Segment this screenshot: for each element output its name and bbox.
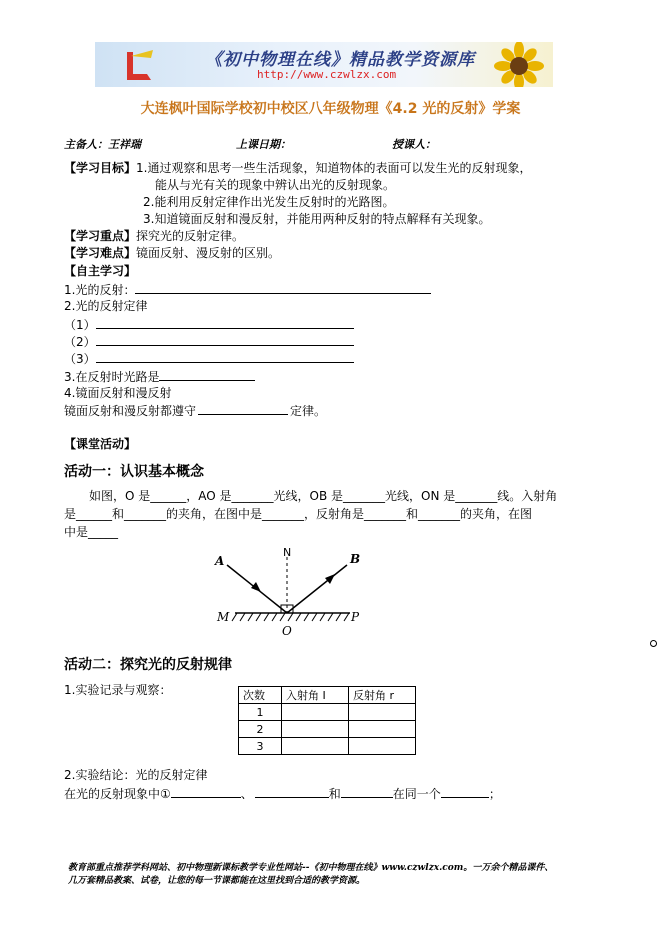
table-header-row [239, 687, 416, 704]
table-header: 入射角 I [282, 687, 349, 704]
answer-blank-3[interactable] [96, 334, 354, 346]
answer-blank-5[interactable] [159, 369, 255, 381]
sub-question-3: （3） [64, 352, 96, 366]
table-row [239, 721, 416, 738]
table-cell: 3 [239, 738, 282, 755]
activity-1-title: 活动一：认识基本概念 [64, 464, 204, 480]
margin-mark [650, 640, 657, 647]
conclusion-text-4: 在同一个 [392, 787, 441, 801]
reflected-arrow-icon [325, 574, 335, 584]
answer-blank-6[interactable] [198, 403, 288, 415]
record-heading: 1.实验记录与观察： [64, 683, 172, 697]
label-b: B [350, 552, 361, 566]
goals-label: 【学习目标】 [64, 161, 137, 175]
table-cell: 1 [239, 704, 282, 721]
label-m: M [217, 610, 230, 624]
activity-1-line-2: 是______和_______的夹角，在图中是_______，反射角是_______和_______的夹角，在图 [64, 507, 533, 521]
date-field: 上课日期： [236, 138, 291, 151]
question-5: 镜面反射和漫反射都遵守 [64, 404, 197, 418]
table-row [239, 738, 416, 755]
teacher-field: 授课人： [392, 138, 436, 151]
difficulty-label: 【学习难点】 [64, 246, 137, 260]
table-cell[interactable] [349, 738, 416, 755]
sub-question-1: （1） [64, 318, 96, 332]
key-point-label: 【学习重点】 [64, 229, 137, 243]
question-3: 3.在反射时光路是 [64, 370, 160, 384]
activity-2-title: 活动二：探究光的反射规律 [64, 657, 232, 673]
goal-2: 2.能利用反射定律作出光发生反射时的光路图。 [143, 195, 395, 209]
answer-blank-4[interactable] [96, 351, 354, 363]
table-cell[interactable] [282, 704, 349, 721]
document-title: 大连枫叶国际学校初中校区八年级物理《4.2 光的反射》学案 [140, 101, 521, 117]
label-a: A [215, 554, 225, 568]
conclusion-blank-3[interactable] [341, 786, 393, 798]
table-row [239, 704, 416, 721]
experiment-table [238, 686, 416, 755]
conclusion-blank-4[interactable] [441, 786, 489, 798]
mirror-hatching [232, 613, 349, 621]
question-4: 4.镜面反射和漫反射 [64, 386, 172, 400]
table-cell[interactable] [349, 704, 416, 721]
self-study-label: 【自主学习】 [64, 264, 137, 278]
footer-line-1: 教育部重点推荐学科网站、初中物理新课标教学专业性网站--《初中物理在线》www.czwlzx.com。一万余个精品课件、 [68, 863, 554, 873]
label-p: P [351, 610, 360, 624]
goal-1-continued: 能从与光有关的现象中辨认出光的反射现象。 [155, 178, 396, 192]
conclusion-blank-1[interactable] [171, 786, 241, 798]
reflected-ray [287, 565, 347, 613]
goal-3: 3.知道镜面反射和漫反射，并能用两种反射的特点解释有关现象。 [143, 212, 491, 226]
banner-title: 《初中物理在线》精品教学资源库 [205, 50, 475, 70]
key-point-text: 探究光的反射定律。 [136, 229, 245, 243]
conclusion-text-3: 和 [328, 787, 341, 801]
label-n: N [283, 546, 292, 559]
conclusion-blank-2[interactable] [255, 786, 329, 798]
conclusion-text-1: 在光的反射现象中① [64, 787, 171, 801]
question-5-end: 定律。 [290, 404, 327, 418]
page-footer [68, 862, 553, 888]
header-banner [95, 42, 553, 87]
table-header: 次数 [239, 687, 282, 704]
difficulty-text: 镜面反射、漫反射的区别。 [136, 246, 281, 260]
label-o: O [282, 624, 292, 638]
class-activity-label: 【课堂活动】 [64, 437, 137, 451]
banner-url[interactable]: http://www.czwlzx.com [257, 68, 397, 81]
table-cell[interactable] [282, 738, 349, 755]
activity-1-line-3: 中是_____ [64, 525, 119, 539]
question-1: 1.光的反射： [64, 283, 136, 297]
goal-1: 1.通过观察和思考一些生活现象，知道物体的表面可以发生光的反射现象， [136, 161, 532, 175]
table-header: 反射角 r [349, 687, 416, 704]
footer-line-2: 几万套精品教案、试卷，让您的每一节课都能在这里找到合适的教学资源。 [68, 876, 366, 886]
conclusion-text-2: 、 [240, 787, 253, 801]
reflection-diagram [205, 545, 365, 640]
sub-question-2: （2） [64, 335, 96, 349]
answer-blank-1[interactable] [135, 282, 431, 294]
conclusion-text-5: ； [488, 787, 501, 801]
author-field: 主备人：王祥瑞 [64, 138, 141, 151]
activity-1-line-1: 如图，O 是______，AO 是_______光线，OB 是_______光线，ON 是_______线。入射角 [89, 489, 558, 503]
sunflower-icon [485, 42, 553, 87]
answer-blank-2[interactable] [96, 317, 354, 329]
table-cell: 2 [239, 721, 282, 738]
table-cell[interactable] [349, 721, 416, 738]
question-2: 2.光的反射定律 [64, 299, 148, 313]
table-cell[interactable] [282, 721, 349, 738]
incident-arrow-icon [251, 582, 261, 592]
site-logo-icon [117, 46, 157, 84]
conclusion-heading: 2.实验结论：光的反射定律 [64, 768, 208, 782]
